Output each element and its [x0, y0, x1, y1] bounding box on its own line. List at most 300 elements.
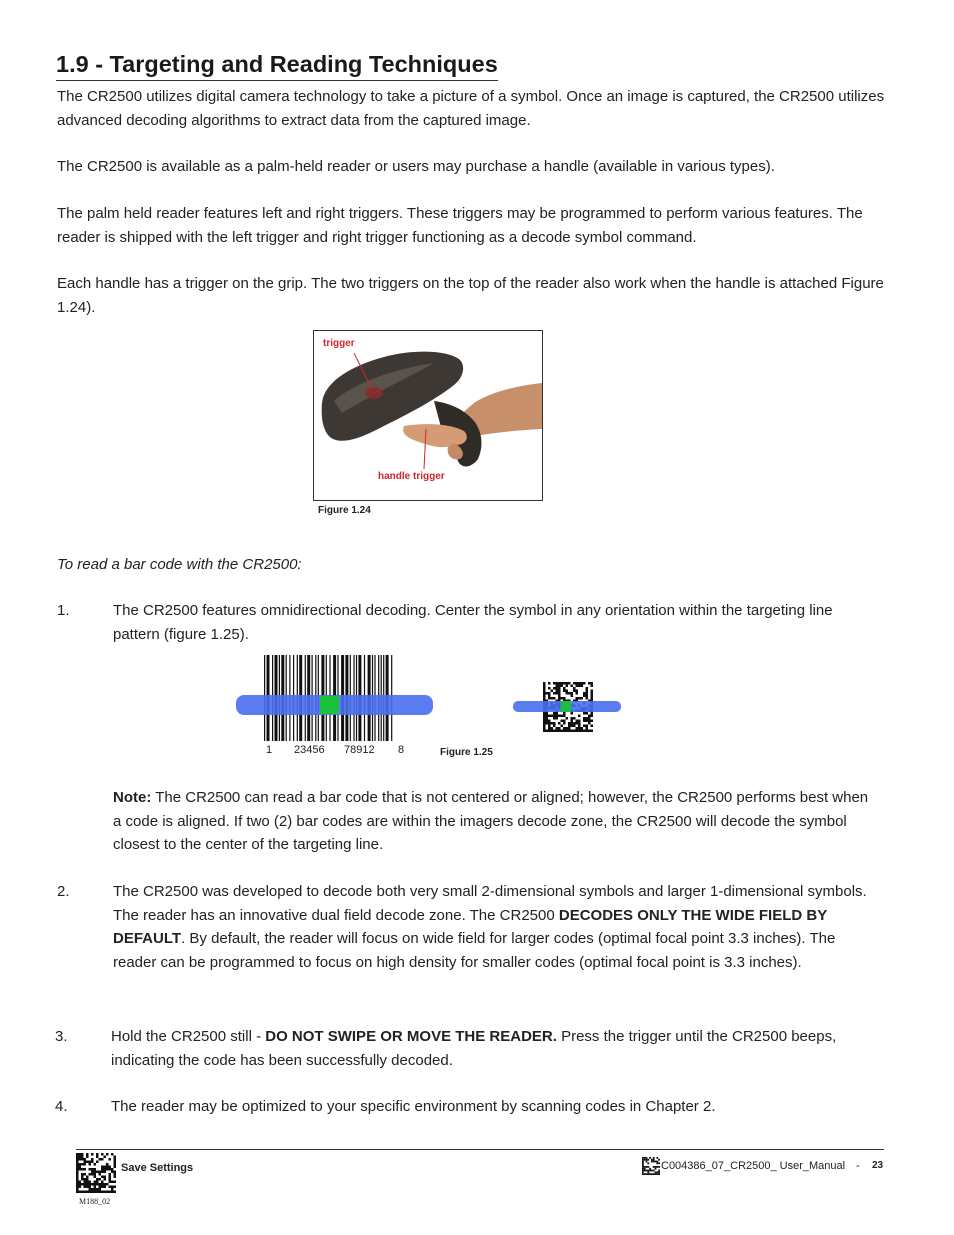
matrix-cell — [81, 1191, 84, 1194]
matrix-cell — [586, 712, 589, 715]
matrix-cell — [546, 717, 549, 720]
matrix-cell — [658, 1171, 660, 1173]
matrix-cell — [558, 727, 561, 730]
matrix-cell — [76, 1171, 79, 1174]
matrix-cell — [84, 1183, 87, 1186]
matrix-cell — [94, 1188, 97, 1191]
matrix-cell — [573, 687, 576, 690]
matrix-cell — [551, 727, 554, 730]
matrix-cell — [576, 692, 579, 695]
matrix-cell — [546, 712, 549, 715]
matrix-cell — [86, 1176, 89, 1179]
matrix-cell — [94, 1191, 97, 1194]
matrix-cell — [104, 1191, 107, 1194]
intro-paragraph-1: The CR2500 utilizes digital camera technology to take a picture of a symbol. Once an image is captured, the CR2500 utilizes advanced decoding algorithms to extract data from the captured image. — [57, 88, 885, 129]
figure-125-caption: Figure 1.25 — [440, 747, 493, 758]
matrix-cell — [581, 730, 584, 733]
matrix-cell — [546, 715, 549, 718]
matrix-cell — [576, 730, 579, 733]
matrix-cell — [101, 1186, 104, 1189]
matrix-cell — [99, 1171, 102, 1174]
matrix-cell — [581, 682, 584, 685]
matrix-cell — [104, 1183, 107, 1186]
matrix-cell — [642, 1159, 644, 1161]
matrix-cell — [96, 1156, 99, 1159]
matrix-cell — [656, 1161, 658, 1163]
matrix-cell — [89, 1183, 92, 1186]
matrix-cell — [553, 697, 556, 700]
matrix-cell — [84, 1161, 87, 1164]
matrix-cell — [644, 1173, 646, 1175]
matrix-cell — [656, 1162, 658, 1164]
matrix-cell — [99, 1183, 102, 1186]
matrix-cell — [89, 1188, 92, 1191]
matrix-cell — [114, 1181, 117, 1184]
matrix-cell — [578, 715, 581, 718]
matrix-cell — [114, 1176, 117, 1179]
matrix-cell — [548, 692, 551, 695]
matrix-cell — [111, 1168, 114, 1171]
matrix-cell — [571, 730, 574, 733]
matrix-cell — [109, 1191, 112, 1194]
matrix-cell — [111, 1191, 114, 1194]
matrix-cell — [111, 1171, 114, 1174]
matrix-cell — [109, 1181, 112, 1184]
matrix-cell — [576, 697, 579, 700]
matrix-cell — [101, 1176, 104, 1179]
datamatrix-graphic — [513, 682, 623, 734]
matrix-cell — [86, 1181, 89, 1184]
matrix-cell — [568, 682, 571, 685]
matrix-cell — [543, 725, 546, 728]
matrix-cell — [106, 1166, 109, 1169]
matrix-cell — [111, 1186, 114, 1189]
matrix-cell — [642, 1162, 644, 1164]
matrix-cell — [86, 1183, 89, 1186]
matrix-cell — [563, 715, 566, 718]
matrix-cell — [548, 727, 551, 730]
matrix-cell — [551, 722, 554, 725]
matrix-cell — [111, 1153, 114, 1156]
matrix-cell — [101, 1181, 104, 1184]
matrix-cell — [656, 1157, 658, 1159]
matrix-cell — [543, 695, 546, 698]
matrix-cell — [79, 1158, 82, 1161]
matrix-cell — [578, 685, 581, 688]
matrix-cell — [79, 1163, 82, 1166]
matrix-cell — [76, 1188, 79, 1191]
matrix-cell — [76, 1166, 79, 1169]
matrix-cell — [556, 692, 559, 695]
matrix-cell — [566, 717, 569, 720]
matrix-cell — [588, 682, 591, 685]
matrix-cell — [94, 1181, 97, 1184]
matrix-cell — [573, 717, 576, 720]
matrix-cell — [551, 690, 554, 693]
matrix-cell — [591, 692, 594, 695]
matrix-cell — [651, 1173, 653, 1175]
barcode-digit-1: 1 — [266, 744, 273, 756]
matrix-cell — [658, 1166, 660, 1168]
matrix-cell — [543, 720, 546, 723]
figure-linear-barcode-target — [236, 655, 436, 755]
matrix-cell — [578, 722, 581, 725]
matrix-cell — [114, 1166, 117, 1169]
matrix-cell — [79, 1181, 82, 1184]
matrix-cell — [76, 1191, 79, 1194]
matrix-cell — [94, 1173, 97, 1176]
matrix-cell — [84, 1163, 87, 1166]
matrix-cell — [642, 1166, 644, 1168]
matrix-cell — [563, 697, 566, 700]
matrix-cell — [558, 690, 561, 693]
matrix-cell — [642, 1168, 644, 1170]
matrix-cell — [548, 682, 551, 685]
matrix-cell — [79, 1186, 82, 1189]
matrix-cell — [642, 1164, 644, 1166]
matrix-cell — [91, 1183, 94, 1186]
matrix-cell — [563, 727, 566, 730]
matrix-cell — [109, 1166, 112, 1169]
matrix-cell — [656, 1171, 658, 1173]
matrix-cell — [91, 1171, 94, 1174]
matrix-cell — [543, 730, 546, 733]
matrix-cell — [89, 1168, 92, 1171]
matrix-cell — [649, 1168, 651, 1170]
barcode-digits-3: 78912 — [344, 744, 375, 756]
matrix-cell — [586, 687, 589, 690]
matrix-cell — [573, 730, 576, 733]
handle-trigger-label: handle trigger — [378, 471, 445, 482]
matrix-cell — [558, 682, 561, 685]
matrix-cell — [558, 687, 561, 690]
matrix-cell — [642, 1161, 644, 1163]
matrix-cell — [553, 712, 556, 715]
matrix-cell — [99, 1191, 102, 1194]
doc-code-icon-wrapper — [642, 1157, 660, 1175]
matrix-cell — [106, 1163, 109, 1166]
matrix-cell — [94, 1183, 97, 1186]
intro-paragraph-2: The CR2500 is available as a palm-held reader or users may purchase a handle (available in various types). — [57, 158, 775, 175]
matrix-cell — [563, 720, 566, 723]
matrix-cell — [96, 1181, 99, 1184]
matrix-cell — [91, 1161, 94, 1164]
save-settings-code[interactable] — [76, 1153, 116, 1193]
matrix-cell — [551, 697, 554, 700]
matrix-cell — [558, 697, 561, 700]
matrix-cell — [99, 1178, 102, 1181]
matrix-cell — [556, 690, 559, 693]
matrix-cell — [79, 1168, 82, 1171]
matrix-cell — [655, 1161, 657, 1163]
matrix-cell — [558, 722, 561, 725]
matrix-cell — [644, 1159, 646, 1161]
matrix-cell — [571, 685, 574, 688]
matrix-cell — [91, 1188, 94, 1191]
matrix-cell — [653, 1157, 655, 1159]
matrix-cell — [591, 695, 594, 698]
matrix-cell — [86, 1161, 89, 1164]
matrix-cell — [591, 690, 594, 693]
matrix-cell — [81, 1158, 84, 1161]
matrix-cell — [96, 1191, 99, 1194]
matrix-cell — [558, 715, 561, 718]
step-4-text: The reader may be optimized to your specific environment by scanning codes in Chapter 2. — [111, 1098, 716, 1115]
matrix-cell — [101, 1166, 104, 1169]
matrix-cell — [573, 722, 576, 725]
matrix-cell — [583, 717, 586, 720]
matrix-cell — [644, 1168, 646, 1170]
matrix-cell — [109, 1173, 112, 1176]
matrix-cell — [573, 682, 576, 685]
matrix-cell — [642, 1157, 644, 1159]
matrix-cell — [86, 1186, 89, 1189]
matrix-cell — [556, 730, 559, 733]
matrix-cell — [571, 725, 574, 728]
matrix-cell — [563, 712, 566, 715]
matrix-cell — [568, 722, 571, 725]
matrix-cell — [591, 730, 594, 733]
note-label: Note: — [113, 789, 152, 806]
matrix-cell — [543, 697, 546, 700]
matrix-cell — [586, 725, 589, 728]
matrix-cell — [114, 1171, 117, 1174]
matrix-cell — [94, 1171, 97, 1174]
matrix-cell — [84, 1181, 87, 1184]
matrix-cell — [558, 730, 561, 733]
matrix-cell — [644, 1157, 646, 1159]
matrix-cell — [591, 685, 594, 688]
matrix-cell — [76, 1176, 79, 1179]
datamatrix-icon — [76, 1153, 116, 1193]
matrix-cell — [96, 1183, 99, 1186]
matrix-cell — [646, 1159, 648, 1161]
matrix-cell — [76, 1163, 79, 1166]
matrix-cell — [649, 1170, 651, 1172]
instructions-heading: To read a bar code with the CR2500: — [57, 556, 302, 573]
matrix-cell — [101, 1153, 104, 1156]
matrix-cell — [104, 1178, 107, 1181]
matrix-cell — [553, 692, 556, 695]
matrix-cell — [114, 1173, 117, 1176]
matrix-cell — [566, 730, 569, 733]
matrix-cell — [561, 685, 564, 688]
matrix-cell — [104, 1168, 107, 1171]
targeting-center-dot — [320, 696, 339, 714]
matrix-cell — [553, 715, 556, 718]
matrix-cell — [548, 697, 551, 700]
matrix-cell — [556, 727, 559, 730]
intro-paragraph-4: Each handle has a trigger on the grip. The two triggers on the top of the reader also work when the handle is attached Figure 1.24). — [57, 275, 884, 316]
matrix-cell — [561, 715, 564, 718]
matrix-cell — [646, 1170, 648, 1172]
matrix-cell — [106, 1183, 109, 1186]
matrix-cell — [588, 720, 591, 723]
matrix-cell — [568, 730, 571, 733]
matrix-cell — [583, 720, 586, 723]
matrix-cell — [553, 722, 556, 725]
matrix-cell — [566, 690, 569, 693]
matrix-cell — [101, 1191, 104, 1194]
matrix-cell — [79, 1166, 82, 1169]
barcode-digit-4: 8 — [398, 744, 405, 756]
matrix-cell — [96, 1171, 99, 1174]
step-2-text — [113, 880, 873, 974]
matrix-cell — [647, 1159, 649, 1161]
matrix-cell — [76, 1158, 79, 1161]
matrix-cell — [556, 682, 559, 685]
matrix-cell — [651, 1161, 653, 1163]
matrix-cell — [566, 727, 569, 730]
matrix-cell — [548, 722, 551, 725]
matrix-cell — [647, 1170, 649, 1172]
matrix-cell — [563, 687, 566, 690]
matrix-cell — [568, 692, 571, 695]
matrix-cell — [96, 1178, 99, 1181]
matrix-cell — [571, 720, 574, 723]
matrix-cell — [578, 720, 581, 723]
page-number: 23 — [872, 1160, 884, 1171]
matrix-cell — [81, 1156, 84, 1159]
matrix-cell — [543, 685, 546, 688]
matrix-cell — [576, 690, 579, 693]
matrix-cell — [114, 1156, 117, 1159]
matrix-cell — [546, 722, 549, 725]
figure-2d-code-target — [513, 682, 623, 734]
matrix-cell — [583, 695, 586, 698]
matrix-cell — [81, 1163, 84, 1166]
footer-divider — [76, 1149, 884, 1150]
matrix-cell — [546, 692, 549, 695]
matrix-cell — [556, 712, 559, 715]
matrix-cell — [583, 682, 586, 685]
matrix-cell — [546, 720, 549, 723]
matrix-cell — [591, 715, 594, 718]
step-2-number: 2. — [57, 883, 70, 900]
matrix-cell — [563, 690, 566, 693]
matrix-cell — [76, 1156, 79, 1159]
matrix-cell — [76, 1161, 79, 1164]
matrix-cell — [89, 1163, 92, 1166]
matrix-cell — [642, 1173, 644, 1175]
matrix-cell — [111, 1181, 114, 1184]
matrix-cell — [109, 1186, 112, 1189]
matrix-cell — [571, 695, 574, 698]
matrix-cell — [586, 692, 589, 695]
small-datamatrix-icon — [642, 1157, 660, 1175]
matrix-cell — [543, 682, 546, 685]
matrix-cell — [114, 1191, 117, 1194]
matrix-cell — [647, 1166, 649, 1168]
matrix-cell — [581, 697, 584, 700]
save-settings-label: Save Settings — [121, 1162, 194, 1174]
step-2-text-b: . By default, the reader will focus on wide field for larger codes (optimal focal point 3.3 inches). The reader can be programmed to focus on high density for smaller codes (optimal focal point is 3.3 inches). — [113, 930, 836, 971]
matrix-cell — [655, 1168, 657, 1170]
matrix-cell — [653, 1161, 655, 1163]
matrix-cell — [588, 722, 591, 725]
matrix-cell — [563, 682, 566, 685]
matrix-cell — [561, 682, 564, 685]
matrix-cell — [104, 1156, 107, 1159]
linear-barcode-graphic — [236, 655, 436, 745]
matrix-cell — [79, 1153, 82, 1156]
matrix-cell — [89, 1186, 92, 1189]
matrix-cell — [578, 725, 581, 728]
matrix-cell — [99, 1188, 102, 1191]
matrix-cell — [586, 717, 589, 720]
matrix-cell — [561, 725, 564, 728]
matrix-cell — [656, 1166, 658, 1168]
matrix-cell — [578, 730, 581, 733]
matrix-cell — [583, 712, 586, 715]
matrix-cell — [658, 1173, 660, 1175]
matrix-cell — [109, 1168, 112, 1171]
matrix-cell — [551, 730, 554, 733]
matrix-cell — [114, 1158, 117, 1161]
matrix-cell — [583, 725, 586, 728]
matrix-cell — [578, 697, 581, 700]
matrix-cell — [76, 1183, 79, 1186]
matrix-cell — [114, 1186, 117, 1189]
matrix-cell — [543, 727, 546, 730]
step-1-text: The CR2500 features omnidirectional decoding. Center the symbol in any orientation within the targeting line pattern (figure 1.25). — [113, 602, 833, 643]
matrix-cell — [658, 1170, 660, 1172]
matrix-cell — [91, 1168, 94, 1171]
matrix-cell — [96, 1153, 99, 1156]
matrix-cell — [653, 1170, 655, 1172]
matrix-cell — [99, 1186, 102, 1189]
matrix-cell — [571, 717, 574, 720]
matrix-cell — [591, 682, 594, 685]
matrix-cell — [84, 1158, 87, 1161]
matrix-cell — [548, 715, 551, 718]
matrix-cell — [566, 682, 569, 685]
matrix-cell — [556, 685, 559, 688]
matrix-cell — [101, 1168, 104, 1171]
matrix-cell — [84, 1173, 87, 1176]
matrix-cell — [99, 1173, 102, 1176]
matrix-cell — [591, 712, 594, 715]
matrix-cell — [546, 730, 549, 733]
matrix-cell — [655, 1173, 657, 1175]
matrix-cell — [84, 1191, 87, 1194]
matrix-cell — [649, 1173, 651, 1175]
matrix-cell — [89, 1161, 92, 1164]
step-3-text — [111, 1025, 881, 1072]
matrix-cell — [553, 682, 556, 685]
step-1-number: 1. — [57, 602, 70, 619]
matrix-cell — [581, 685, 584, 688]
matrix-cell — [89, 1191, 92, 1194]
matrix-cell — [106, 1153, 109, 1156]
matrix-cell — [89, 1181, 92, 1184]
matrix-cell — [551, 715, 554, 718]
targeting-center-dot-small — [561, 701, 571, 712]
matrix-cell — [81, 1153, 84, 1156]
code-id-label: M188_02 — [79, 1197, 111, 1206]
matrix-cell — [111, 1188, 114, 1191]
matrix-cell — [563, 730, 566, 733]
matrix-cell — [86, 1191, 89, 1194]
matrix-cell — [81, 1183, 84, 1186]
matrix-cell — [114, 1161, 117, 1164]
matrix-cell — [568, 725, 571, 728]
matrix-cell — [84, 1186, 87, 1189]
matrix-cell — [79, 1191, 82, 1194]
matrix-cell — [558, 695, 561, 698]
matrix-cell — [576, 722, 579, 725]
matrix-cell — [106, 1168, 109, 1171]
